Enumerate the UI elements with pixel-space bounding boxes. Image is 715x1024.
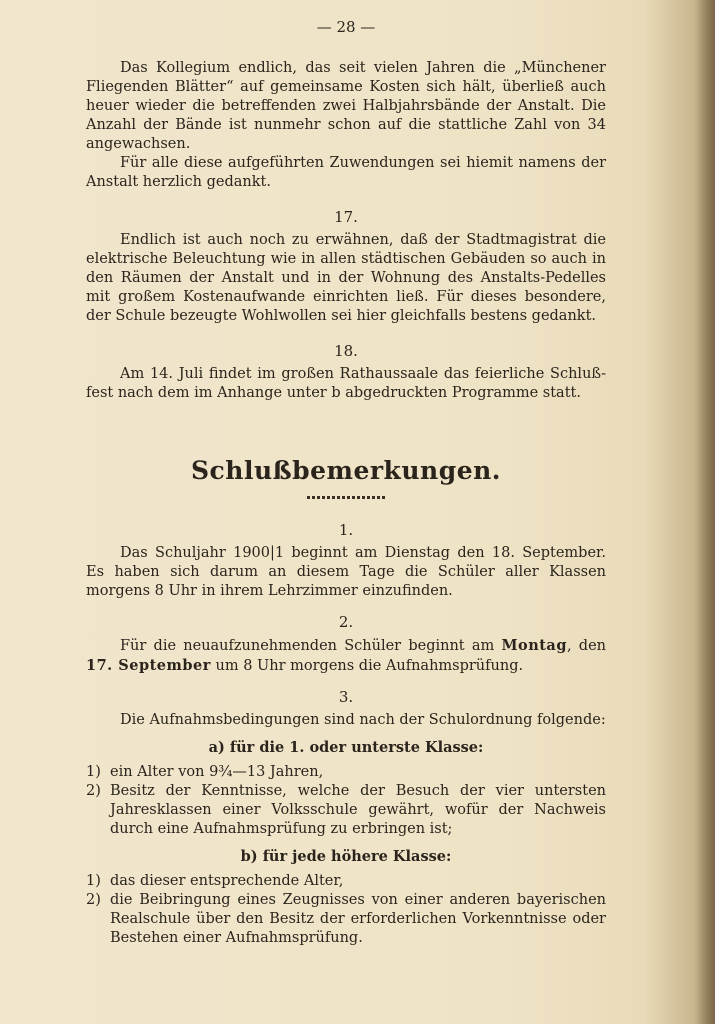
item-2-date: 17. September <box>86 657 211 674</box>
list-item-number: 1) <box>86 873 101 889</box>
item-3-intro: Die Aufnahmsbedingungen sind nach der Schulordnung folgende: <box>120 712 606 728</box>
page-spine-shadow <box>697 0 715 1024</box>
paragraph-collegium: Das Kollegium endlich, das seit vielen Jahren die „Münchener Fliegenden Blätter“ auf gemeinsame Kosten sich hält, überließ auch heuer wieder die betreffenden zwei Halbjahrsbände der Anstalt. Die Anzahl der Bände ist nunmehr schon auf die stattliche Zahl von 34 angewachsen. <box>86 60 606 152</box>
list-item-number: 2) <box>86 783 101 799</box>
item-1-text: Das Schuljahr 1900|1 beginnt am Dienstag den 18. September. Es haben sich darum an diesem Tage die Schüler aller Klassen morgens 8 Uhr in ihrem Lehrzimmer einzufinden. <box>86 545 606 599</box>
list-item-text: die Beibringung eines Zeugnisses von einer anderen bayerischen Realschule über den Besitz der erforderlichen Vorkenntnisse oder Bestehen einer Aufnahmsprüfung. <box>110 892 606 946</box>
list-item-number: 1) <box>86 764 101 780</box>
list-item <box>86 782 606 839</box>
section-18-number: 18. <box>334 342 358 360</box>
item-2-text <box>86 636 606 676</box>
list-item-text: ein Alter von 9¾—13 Jahren, <box>110 764 324 780</box>
item-2-text-before: Für die neuaufzunehmenden Schüler beginnt am <box>120 638 502 654</box>
item-2-number: 2. <box>338 613 354 631</box>
group-b-list <box>86 872 606 948</box>
group-a-title: a) für die 1. oder unterste Klasse: <box>208 739 484 756</box>
section-17-text: Endlich ist auch noch zu erwähnen, daß der Stadtmagistrat die elektrische Beleuchtung wie in allen städtischen Gebäuden so auch in den Räumen der Anstalt und in der Wohnung des Anstalts-Pedelles mit großem Kostenaufwande einrichten ließ. Für dieses besondere, der Schule bezeugte Wohlwollen sei hier gleichfalls bestens gedankt. <box>86 232 606 324</box>
list-item <box>86 872 606 891</box>
closing-remarks-heading: Schlußbemerkungen. <box>191 456 501 485</box>
section-17-number: 17. <box>334 208 358 226</box>
ornamental-divider <box>86 496 606 499</box>
list-item <box>86 763 606 782</box>
item-2-text-after: um 8 Uhr morgens die Aufnahmsprüfung. <box>210 658 524 674</box>
item-2-text-middle: , den <box>566 638 607 654</box>
list-item-text: Besitz der Kenntnisse, welche der Besuch der vier untersten Jahresklassen einer Volksschule gewährt, wofür der Nachweis durch eine Aufnahmsprüfung zu erbringen ist; <box>110 783 606 837</box>
list-item-text: das dieser entsprechende Alter, <box>110 873 344 889</box>
item-3-number: 3. <box>338 688 354 706</box>
section-18-text: Am 14. Juli findet im großen Rathaussaale das feierliche Schluß-fest nach dem im Anhange unter b abgedruckten Programme statt. <box>86 366 606 401</box>
paragraph-thanks: Für alle diese aufgeführten Zuwendungen sei hiemit namens der Anstalt herzlich gedankt. <box>86 155 606 190</box>
group-a-list <box>86 763 606 839</box>
item-2-day: Montag <box>501 637 567 654</box>
list-item <box>86 891 606 948</box>
page-number: — 28 — <box>316 18 376 36</box>
list-item-number: 2) <box>86 892 101 908</box>
page-content <box>86 18 606 948</box>
item-1-number: 1. <box>338 521 354 539</box>
group-b-title: b) für jede höhere Klasse: <box>240 848 452 865</box>
